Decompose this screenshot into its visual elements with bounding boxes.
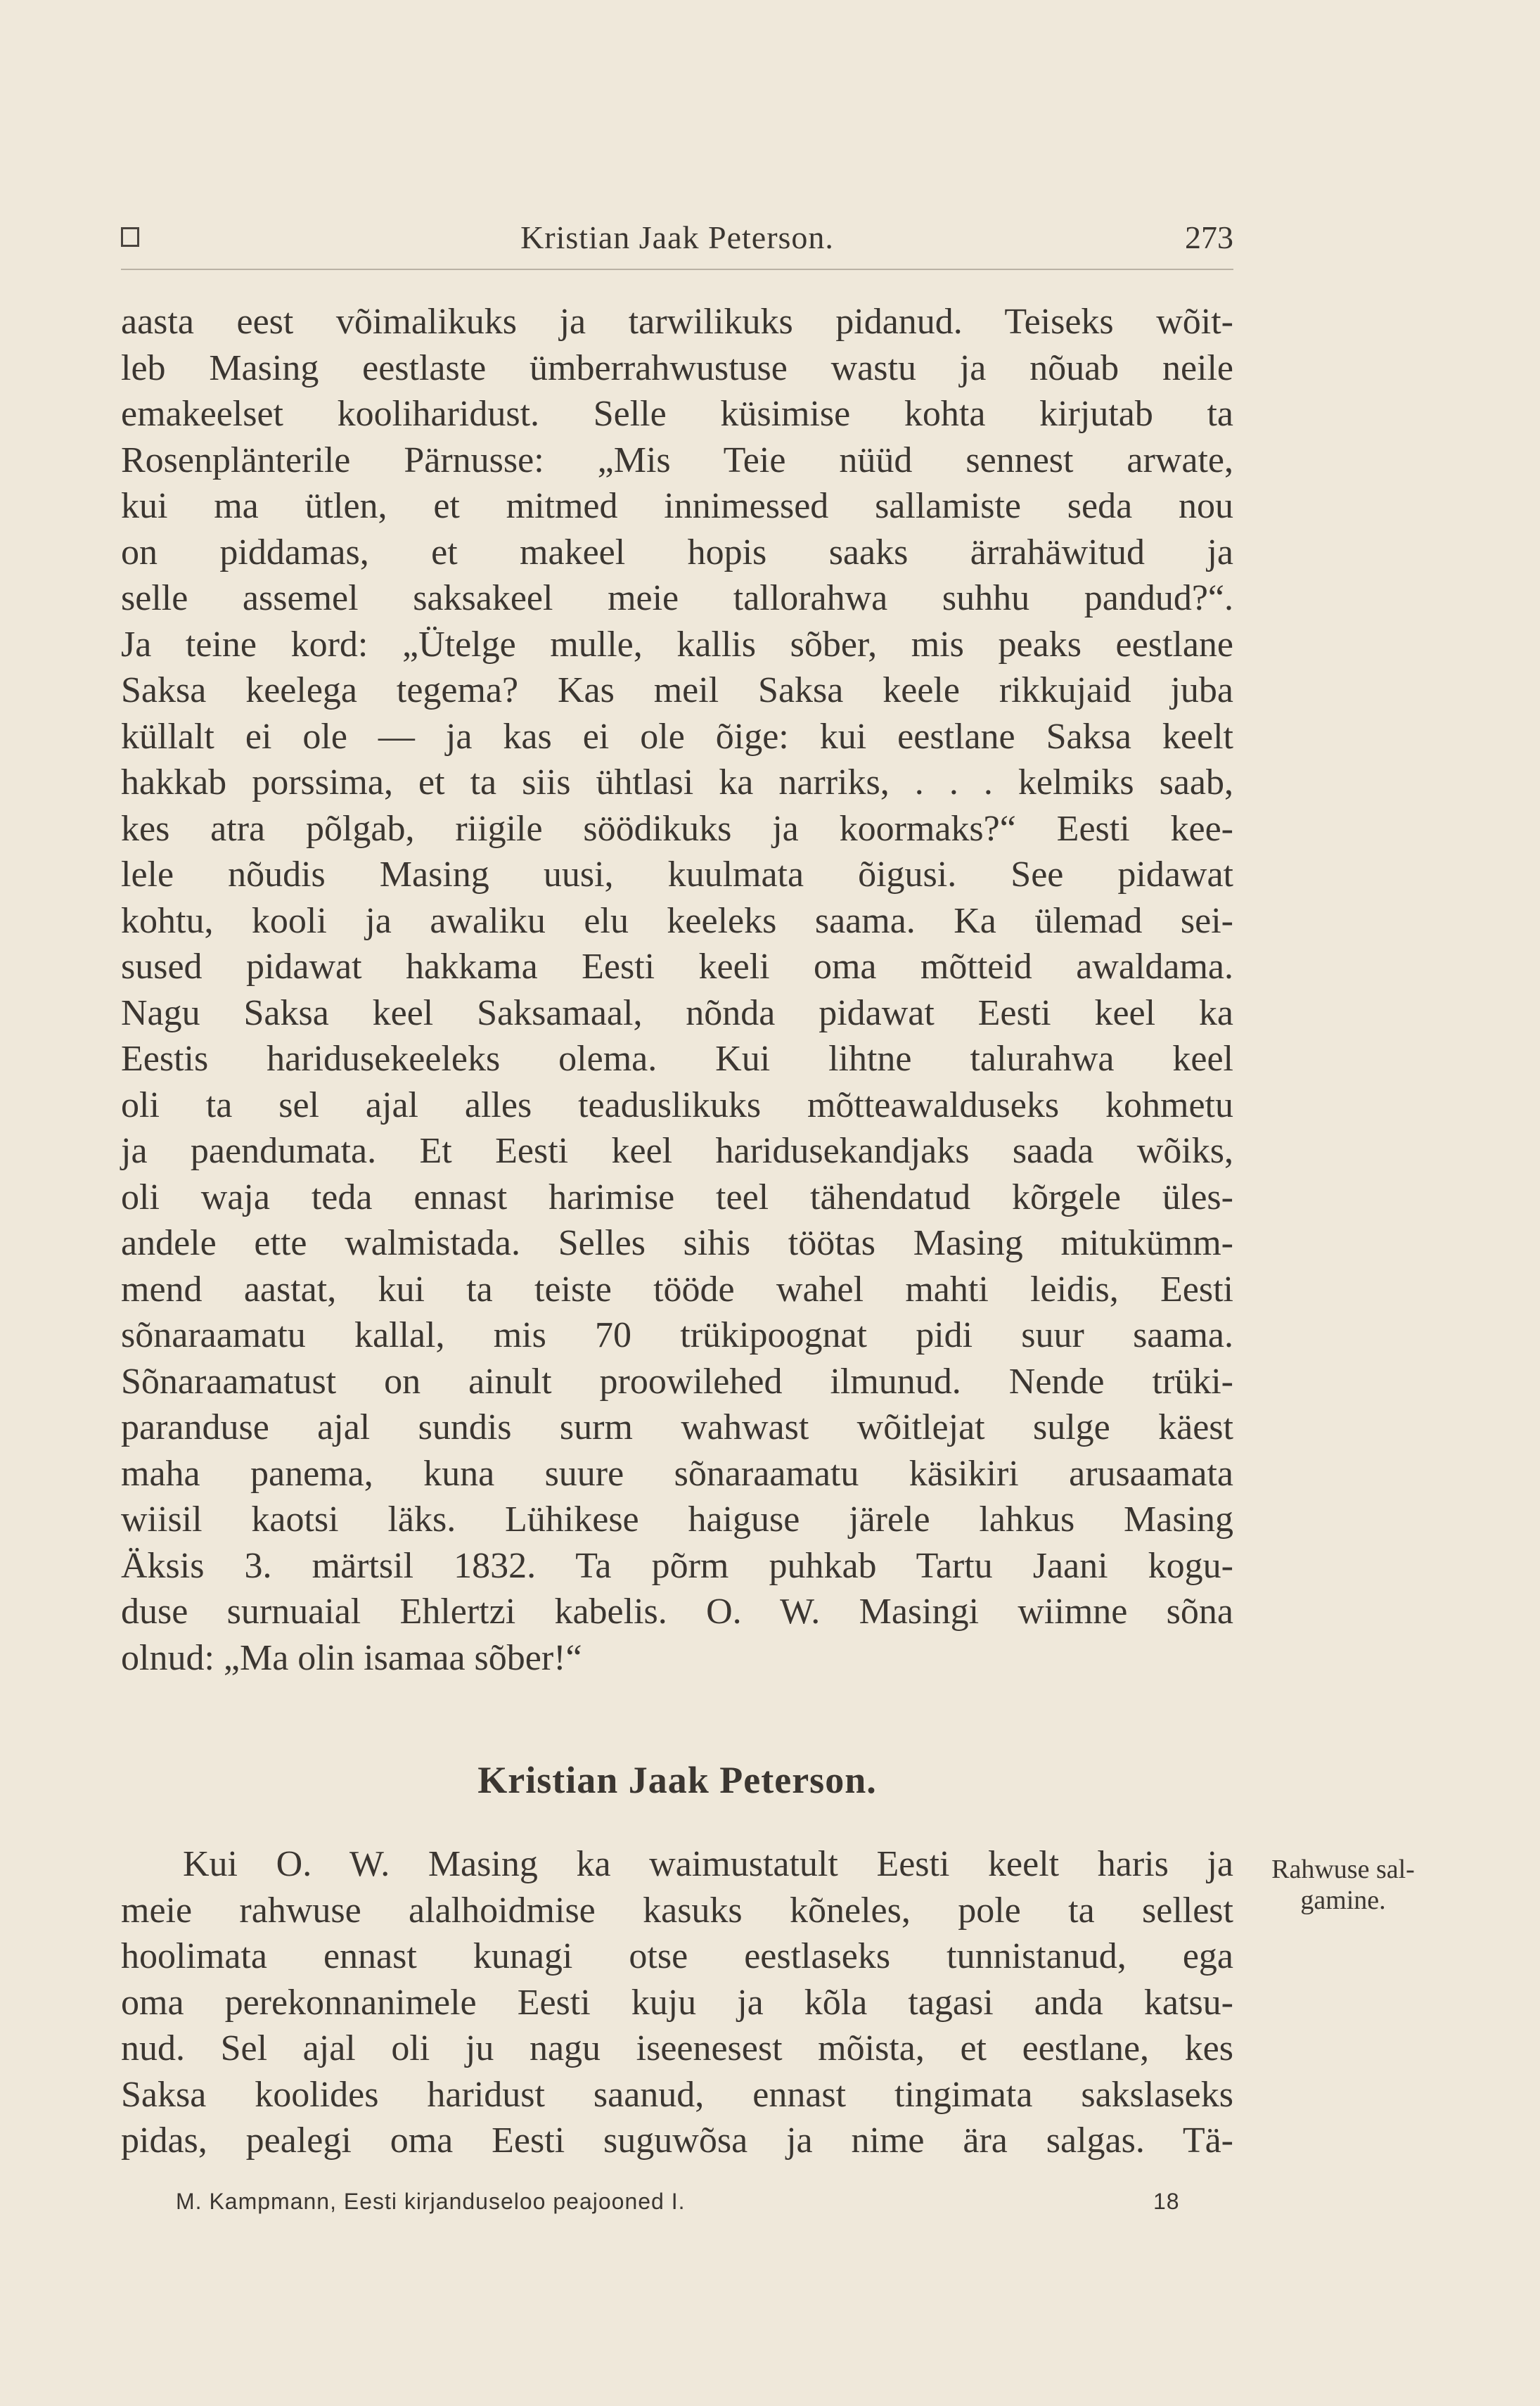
page-number: 273 [1185, 219, 1233, 255]
text-line: emakeelset kooliharidust. Selle küsimise kohta kirjutab ta [121, 394, 1233, 434]
text-line: Saksa keelega tegema? Kas meil Saksa keele rikkujaid juba [121, 670, 1233, 710]
text-line: ja paendumata. Et Eesti keel haridusekandjaks saada wõiks, [121, 1131, 1233, 1171]
paragraph-masing [121, 299, 1233, 1681]
text-line: Nagu Saksa keel Saksamaal, nõnda pidawat Eesti keel ka [121, 992, 1233, 1033]
text-line: Saksa koolides haridust saanud, ennast tingimata sakslaseks [121, 2074, 1233, 2115]
text-line: hoolimata ennast kunagi otse eestlaseks tunnistanud, ega [121, 1936, 1233, 1976]
text-line: küllalt ei ole — ja kas ei ole õige: kui eestlane Saksa keelt [121, 716, 1233, 757]
text-line: Ja teine kord: „Ütelge mulle, kallis sõber, mis peaks eestlane [121, 624, 1233, 665]
page-header [121, 215, 1233, 264]
text-line: kes atra põlgab, riigile söödikuks ja koormaks?“ Eesti kee- [121, 808, 1233, 849]
text-line: oli ta sel ajal alles teaduslikuks mõtteawalduseks kohmetu [121, 1084, 1233, 1125]
text-line: Eestis haridusekeeleks olema. Kui lihtne talurahwa keel [121, 1039, 1233, 1079]
margin-note: Rahwuse sal-gamine. [1271, 1855, 1415, 1915]
text-line: Kui O. W. Masing ka waimustatult Eesti keelt haris ja [183, 1844, 1233, 1884]
text-line: pidas, pealegi oma Eesti suguwõsa ja nime ära salgas. Tä- [121, 2120, 1233, 2161]
text-line: hakkab porssima, et ta siis ühtlasi ka narriks, . . . kelmiks saab, [121, 762, 1233, 802]
text-line: selle assemel saksakeel meie tallorahwa suhhu pandud?“. [121, 578, 1233, 618]
text-line: sused pidawat hakkama Eesti keeli oma mõtteid awaldama. [121, 947, 1233, 987]
header-rule [121, 269, 1233, 270]
section-heading: Kristian Jaak Peterson. [477, 1759, 877, 1801]
text-line: oma perekonnanimele Eesti kuju ja kõla tagasi anda katsu- [121, 1982, 1233, 2023]
text-line: Äksis 3. märtsil 1832. Ta põrm puhkab Tartu Jaani kogu- [121, 1545, 1233, 1586]
running-title: Kristian Jaak Peterson. [520, 219, 834, 255]
text-line: aasta eest võimalikuks ja tarwilikuks pidanud. Teiseks wõit- [121, 302, 1233, 342]
text-line: paranduse ajal sundis surm wahwast wõitlejat sulge käest [121, 1407, 1233, 1447]
page-footer [176, 2180, 1195, 2222]
text-line: leb Masing eestlaste ümberrahwustuse wastu ja nõuab neile [121, 347, 1233, 388]
text-line: sõnaraamatu kallal, mis 70 trükipoognat pidi suur saama. [121, 1315, 1233, 1355]
text-line: kui ma ütlen, et mitmed innimessed sallamiste seda nou [121, 486, 1233, 526]
text-line: wiisil kaotsi läks. Lühikese haiguse järele lahkus Masing [121, 1499, 1233, 1540]
text-line: Sõnaraamatust on ainult proowilehed ilmunud. Nende trüki- [121, 1361, 1233, 1402]
text-line: lele nõudis Masing uusi, kuulmata õigusi. See pidawat [121, 855, 1233, 895]
text-line: mend aastat, kui ta teiste tööde wahel mahti leidis, Eesti [121, 1269, 1233, 1310]
text-line: nud. Sel ajal oli ju nagu iseenesest mõista, et eestlane, kes [121, 2028, 1233, 2068]
text-line: duse surnuaial Ehlertzi kabelis. O. W. Masingi wiimne sõna [121, 1592, 1233, 1632]
footer-signature: 18 [1153, 2189, 1180, 2214]
text-line: andele ette walmistada. Selles sihis töötas Masing mitukümm- [121, 1223, 1233, 1263]
text-line: Rosenplänterile Pärnusse: „Mis Teie nüüd sennest arwate, [121, 440, 1233, 480]
text-line: oli waja teda ennast harimise teel tähendatud kõrgele üles- [121, 1177, 1233, 1217]
text-line: on piddamas, et makeel hopis saaks ärrahäwitud ja [121, 532, 1233, 572]
footer-book-title: M. Kampmann, Eesti kirjanduseloo peajooned I. [176, 2189, 686, 2214]
paragraph-peterson [121, 1841, 1233, 2164]
text-line: maha panema, kuna suure sõnaraamatu käsikiri arusaamata [121, 1453, 1233, 1494]
text-line: olnud: „Ma olin isamaa sõber!“ [121, 1637, 582, 1678]
text-line: meie rahwuse alalhoidmise kasuks kõneles, pole ta sellest [121, 1890, 1233, 1931]
text-line: kohtu, kooli ja awaliku elu keeleks saama. Ka ülemad sei- [121, 900, 1233, 941]
